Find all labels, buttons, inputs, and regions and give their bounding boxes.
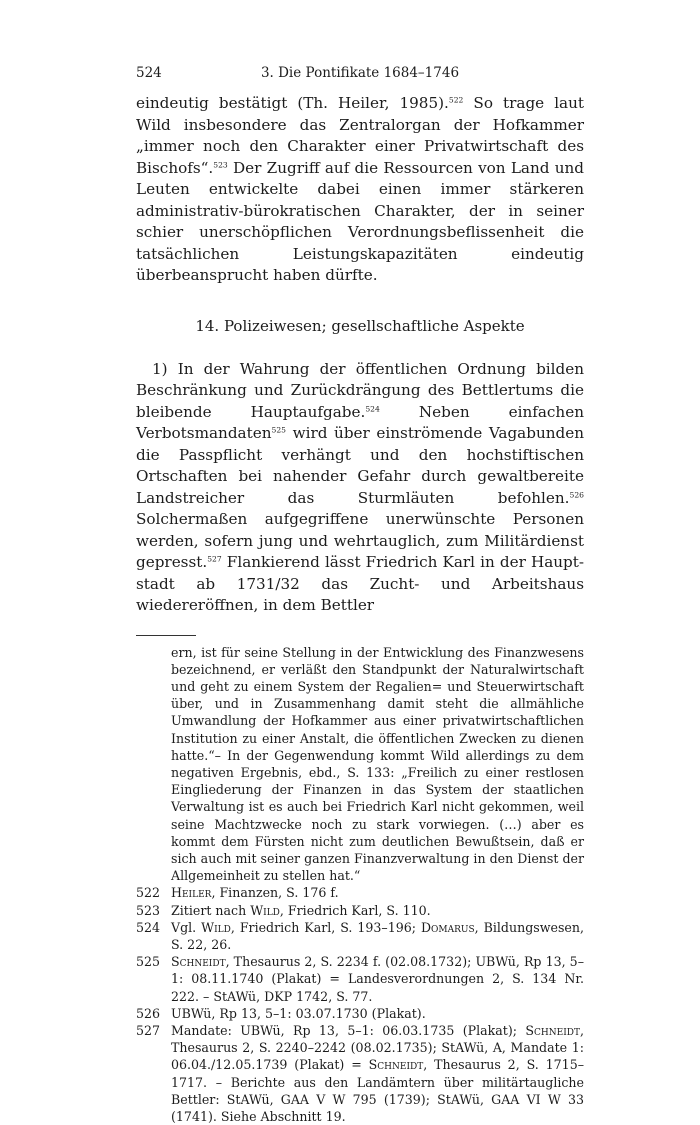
text-run: , Thesaurus 2, S. 2234 f. (02.08.1732); UBWü, Rp 13, 5–1: 08.11.1740 (Plakat) = Landesverordnungen 2, S. 134 Nr. 222. – StAWü, DKP 1742, S. 77.: [171, 954, 584, 1003]
author-name: Schneidt: [369, 1057, 424, 1072]
running-head: [136, 62, 584, 84]
author-name: Domarus: [421, 920, 475, 935]
footnote-ref-524[interactable]: 524: [365, 404, 380, 413]
footnote-number: 526: [136, 1005, 171, 1022]
text-run: Der Zugriff auf die Ressourcen von Land und Leuten entwickelte dabei einen immer stärkeren administrativ-bürokratischen Charakter, der in seiner schier unerschöpflichen Verordnungsbeflissenheit die tatsächlichen Leistungskapazitäten eindeutig überbeansprucht haben dürfte.: [136, 159, 584, 285]
text-run: So trage laut Wild insbesondere das Zentralorgan der Hofkammer „immer noch den Charakter einer Privatwirtschaft des Bischofs“.: [136, 94, 584, 177]
text-run: , Friedrich Karl, S. 110.: [280, 903, 431, 918]
author-name: Wild: [250, 903, 280, 918]
footnote-divider: [136, 635, 196, 636]
footnote-text: [171, 902, 584, 919]
footnote-ref-522[interactable]: 522: [449, 95, 464, 104]
footnote-text: UBWü, Rp 13, 5–1: 03.07.1730 (Plakat).: [171, 1005, 584, 1022]
footnote-523: [136, 902, 584, 919]
footnote-526: [136, 1005, 584, 1022]
footnote-ref-525[interactable]: 525: [271, 425, 286, 434]
book-page: [136, 62, 584, 1125]
text-run: , Finanzen, S. 176 f.: [211, 885, 338, 900]
text-run: Vgl.: [171, 920, 201, 935]
footnote-text: [171, 1022, 584, 1125]
footnote-525: [136, 953, 584, 1005]
footnote-ref-527[interactable]: 527: [207, 554, 222, 563]
section-heading: 14. Polizeiwesen; gesellschaftliche Aspekte: [136, 316, 584, 336]
footnotes: [136, 644, 584, 1125]
text-run: Flankierend lässt Friedrich Karl in der Hauptstadt ab 1731/32 das Zucht- und Arbeitshaus wiedereröffnen, in dem Bettler: [136, 553, 584, 614]
author-name: Wild: [201, 920, 231, 935]
author-name: Heiler: [171, 885, 211, 900]
footnote-524: [136, 919, 584, 953]
text-run: Neben einfachen Verbotsmandaten: [136, 403, 584, 443]
text-run: , Thesaurus 2, S. 2240–2242 (08.02.1735); StAWü, A, Mandate 1: 06.04./12.05.1739 (Plakat) =: [171, 1023, 584, 1072]
footnote-ref-526[interactable]: 526: [570, 490, 585, 499]
footnote-text: [171, 919, 584, 953]
page-number: 524: [136, 62, 162, 84]
paragraph-continuation: [136, 93, 584, 287]
text-run: , Thesaurus 2, S. 1715–1717. – Berichte aus den Landämtern über militärtaugliche Bettler: StAWü, GAA V W 795 (1739); StAWü, GAA VI W 33 (1741). Siehe Abschnitt 19.: [171, 1057, 584, 1124]
footnote-number: 527: [136, 1022, 171, 1125]
author-name: Schneidt: [171, 954, 226, 969]
footnote-number: 522: [136, 884, 171, 901]
text-run: , Bildungswesen, S. 22, 26.: [171, 920, 584, 952]
text-run: wird über einströmende Vagabunden die Passpflicht verhängt und den hochstiftischen Ortschaften bei nahender Gefahr durch gewaltbereite Landstreicher das Sturmläuten befohlen.: [136, 424, 584, 507]
footnote-text: [171, 953, 584, 1005]
text-run: Mandate: UBWü, Rp 13, 5–1: 06.03.1735 (Plakat);: [171, 1023, 525, 1038]
text-run: eindeutig bestätigt (Th. Heiler, 1985).: [136, 94, 449, 112]
main-text: [136, 93, 584, 617]
paragraph-1: [136, 359, 584, 617]
footnote-522: [136, 884, 584, 901]
text-run: Zitiert nach: [171, 903, 250, 918]
footnote-number: 523: [136, 902, 171, 919]
footnote-ref-523[interactable]: 523: [213, 160, 228, 169]
footnote-text: [171, 884, 584, 901]
footnote-number: 525: [136, 953, 171, 1005]
footnote-number: 524: [136, 919, 171, 953]
chapter-title: 3. Die Pontifikate 1684–1746: [136, 62, 584, 84]
text-run: Solchermaßen aufgegriffene unerwünschte Personen werden, sofern jung und wehrtauglich, zum Militärdienst gepresst.: [136, 510, 584, 571]
text-run: , Friedrich Karl, S. 193–196;: [231, 920, 421, 935]
footnote-continuation: ern, ist für seine Stellung in der Entwicklung des Finanzwesens bezeichnend, er verläßt den Standpunkt der Naturalwirtschaft und geht zu einem System der Regalien= und Steuerwirtschaft über, und in Zusammenhang damit steht die allmähliche Umwandlung der Hofkammer aus einer privatwirtschaftlichen Institution zu einer Anstalt, die öffentlichen Zwecken zu dienen hatte.“– In der Gegenwendung kommt Wild allerdings zu dem negativen Ergebnis, ebd., S. 133: „Freilich zu einer restlosen Eingliederung der Finanzen in das System der staatlichen Verwaltung ist es auch bei Friedrich Karl nicht gekommen, weil seine Machtzwecke noch zu stark vorwiegen. (…) aber es kommt dem Fürsten nicht zum deutlichen Bewußtsein, daß er sich auch mit seiner ganzen Finanzverwaltung in den Dienst der Allgemeinheit zu stellen hat.“: [171, 644, 584, 885]
footnote-527: [136, 1022, 584, 1125]
author-name: Schneidt: [525, 1023, 580, 1038]
text-run: 1) In der Wahrung der öffentlichen Ordnung bilden Beschränkung und Zurückdrängung des Bettlertums die bleibende Hauptaufgabe.: [136, 360, 584, 421]
